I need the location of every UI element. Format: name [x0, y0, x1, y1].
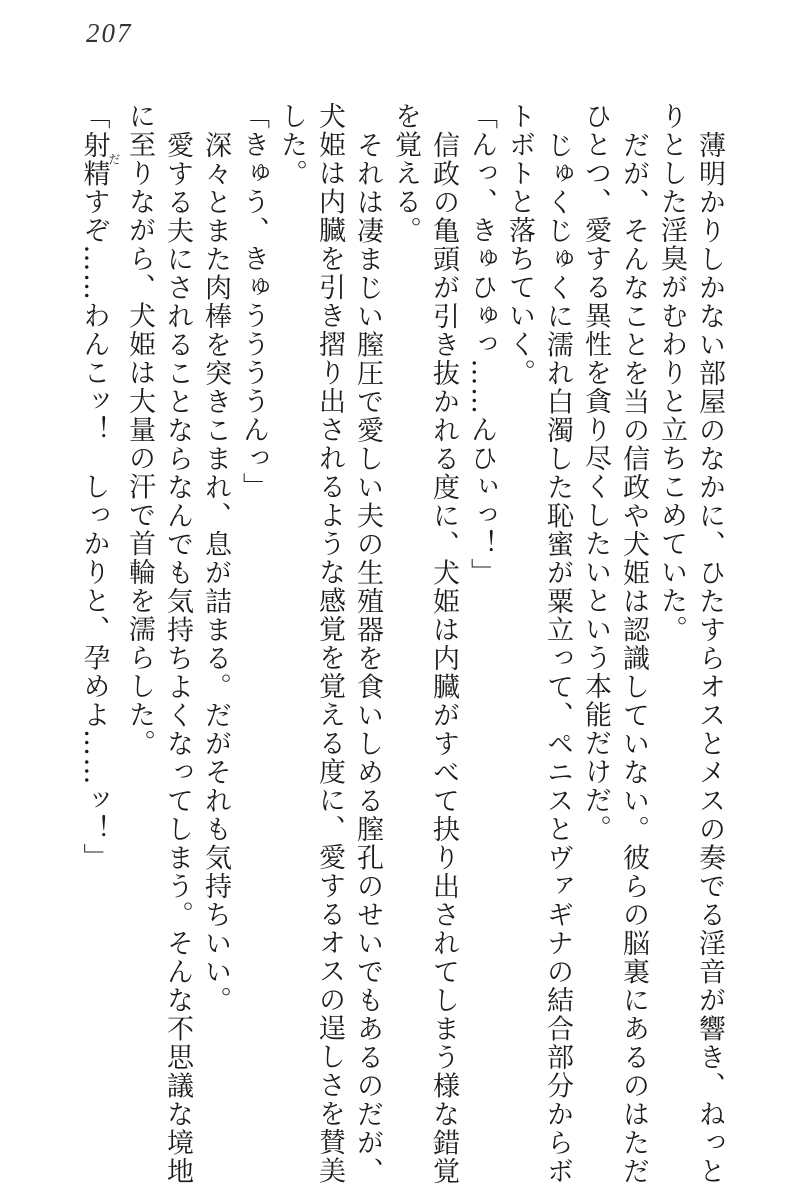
text-run: を覚える。 [390, 102, 421, 245]
text-run: に至りながら、犬姫は大量の汗で首輪を濡らした。 [124, 102, 155, 758]
text-run: だが、そんなことを当の信政や犬姫は認識していない。彼らの脳裏にあるのはただ [618, 130, 649, 1185]
text-line [310, 102, 348, 1188]
text-line [120, 102, 158, 1188]
text-run: 「んっ、きゅひゅっ……んひぃっ！」 [466, 102, 497, 587]
text-line [462, 102, 500, 1188]
text-run: りとした淫臭がむわりと立ちこめていた。 [656, 102, 687, 644]
ruby-annotated-word [78, 130, 121, 188]
text-run: 愛する夫にされることならなんでも気持ちよくなってしまう。そんな不思議な境地 [162, 130, 193, 1185]
text-line [196, 102, 234, 1188]
text-line [690, 102, 728, 1188]
page-number: 207 [86, 18, 133, 48]
text-run: トボトと落ちていく。 [504, 102, 535, 387]
text-run: すぞ……わんこッ！ しっかりと、孕めよ……ッ！」 [78, 187, 110, 872]
text-line [652, 102, 690, 1188]
ruby-furigana-text: だ [107, 130, 121, 188]
text-line [538, 102, 576, 1188]
text-run: した。 [276, 102, 307, 188]
text-line [158, 102, 196, 1188]
text-run: 信政の亀頭が引き抜かれる度に、犬姫は内臓がすべて抉り出されてしまう様な錯覚 [428, 130, 459, 1185]
text-run: じゅくじゅくに濡れ白濁した恥蜜が粟立って、ペニスとヴァギナの結合部分からボ [542, 130, 573, 1185]
text-line [234, 102, 272, 1188]
text-body [78, 102, 728, 1188]
text-line [75, 102, 121, 1188]
text-line [348, 102, 386, 1188]
text-run: 「 [78, 102, 110, 131]
ruby-base-text: 射精 [78, 130, 110, 188]
text-run: 薄明かりしかない部屋のなかに、ひたすらオスとメスの奏でる淫音が響き、ねっと [694, 130, 725, 1185]
text-run: ひとつ、愛する異性を貪り尽くしたいという本能だけだ。 [580, 102, 611, 843]
text-line [614, 102, 652, 1188]
text-line [576, 102, 614, 1188]
text-run: 「きゅう、きゅううううんっ」 [238, 102, 269, 501]
text-line [272, 102, 310, 1188]
text-run: 犬姫は内臓を引き摺り出されるような感覚を覚える度に、愛するオスの逞しさを賛美 [314, 102, 345, 1185]
text-run: それは凄まじい膣圧で愛しい夫の生殖器を食いしめる膣孔のせいでもあるのだが、 [352, 130, 383, 1185]
text-line [386, 102, 424, 1188]
text-run: 深々とまた肉棒を突きこまれ、息が詰まる。だがそれも気持ちいい。 [200, 130, 231, 1014]
text-line [500, 102, 538, 1188]
text-line [424, 102, 462, 1188]
